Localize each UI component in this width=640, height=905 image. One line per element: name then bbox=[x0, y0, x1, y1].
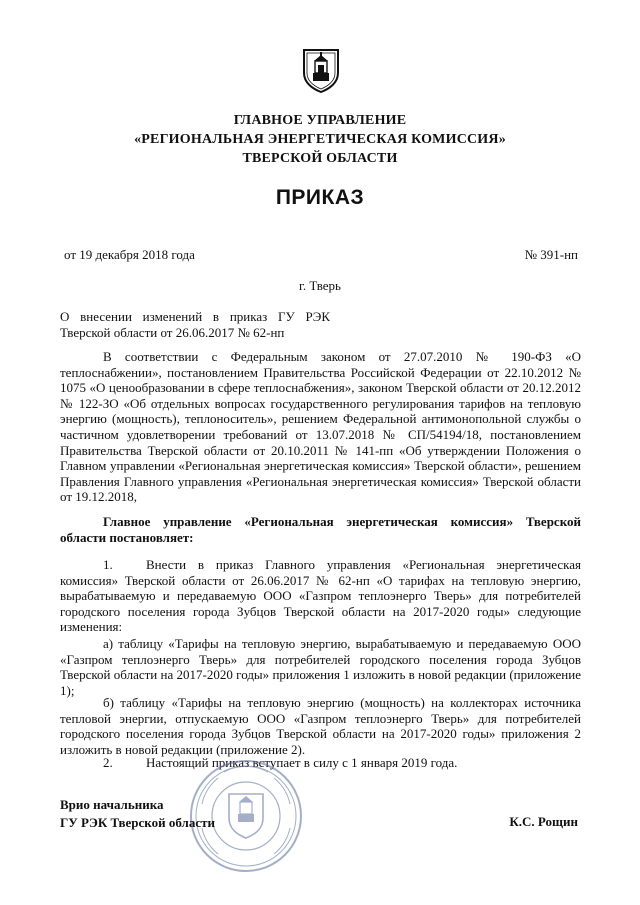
subject-line1: О внесении изменений в приказ ГУ РЭК bbox=[60, 309, 330, 324]
order-number: № 391-нп bbox=[524, 247, 578, 262]
clause-1-subitem-a: а) таблицу «Тарифы на тепловую энергию, вырабатываемую и передаваемую ООО «Газпром теплоэнерго Тверь» для потребителей городского поселения города Зубцов Тверской области на 2017-2020 годы» приложения 1 изложить в новой редакции (приложение 1); bbox=[60, 636, 581, 698]
order-city: г. Тверь bbox=[299, 278, 341, 293]
clause-2 bbox=[60, 755, 581, 771]
clause-2-text: Настоящий приказ вступает в силу с 1 января 2019 года. bbox=[146, 755, 458, 770]
tver-coat-of-arms-icon bbox=[301, 47, 341, 93]
document-type-title: ПРИКАЗ bbox=[275, 186, 365, 209]
resolution-statement: Главное управление «Региональная энергетическая комиссия» Тверской области постановляет: bbox=[60, 514, 581, 545]
order-date: от 19 декабря 2018 года bbox=[64, 247, 195, 262]
org-name-line2: «РЕГИОНАЛЬНАЯ ЭНЕРГЕТИЧЕСКАЯ КОМИССИЯ» bbox=[134, 132, 506, 147]
signatory-name: К.С. Рощин bbox=[509, 814, 578, 829]
clause-2-number: 2. bbox=[103, 755, 113, 770]
signatory-title-line2: ГУ РЭК Тверской области bbox=[60, 815, 215, 830]
clause-1-number: 1. bbox=[103, 557, 113, 572]
order-subject bbox=[60, 309, 330, 341]
clause-1 bbox=[60, 557, 581, 635]
signatory-title bbox=[60, 796, 215, 832]
clause-1-subitem-b: б) таблицу «Тарифы на тепловую энергию (мощность) на коллекторах источника тепловой энергии, отпускаемую ООО «Газпром теплоэнерго Тверь» для потребителей городского поселения города Зубцов Тверской области на 2017-2020 годы» приложения 2 изложить в новой редакции (приложение 2). bbox=[60, 695, 581, 757]
signatory-title-line1: Врио начальника bbox=[60, 797, 164, 812]
clause-1-text: Внести в приказ Главного управления «Региональная энергетическая комиссия» Тверской области от 26.06.2017 № 62-нп «О тарифах на тепловую энергию, вырабатываемую и передаваемую ООО «Газпром теплоэнерго Тверь» для потребителей городского поселения города Зубцов Тверской области на 2017-2020 годы» следующие изменения: bbox=[60, 557, 581, 635]
org-name-line1: ГЛАВНОЕ УПРАВЛЕНИЕ bbox=[233, 113, 407, 128]
subject-line2: Тверской области от 26.06.2017 № 62-нп bbox=[60, 325, 285, 340]
preamble-paragraph: В соответствии с Федеральным законом от 27.07.2010 № 190-ФЗ «О теплоснабжении», постановлением Правительства Российской Федерации от 22.10.2012 № 1075 «О ценообразовании в сфере теплоснабжения», законом Тверской области от 20.12.2012 № 122-ЗО «Об отдельных вопросах государственного регулирования тарифов на тепловую энергию (мощность), теплоноситель», решением Федеральной антимонопольной службы о частичном удовлетворении требований от 13.07.2018 № СП/54194/18, постановлением Правительства Тверской области от 20.10.2011 № 141-пп «Об утверждении Положения о Главном управлении «Региональная энергетическая комиссия» Тверской области», решением Правления Главного управления «Региональная энергетическая комиссия» Тверской области от 19.12.2018, bbox=[60, 349, 581, 505]
org-name-line3: ТВЕРСКОЙ ОБЛАСТИ bbox=[242, 151, 398, 166]
